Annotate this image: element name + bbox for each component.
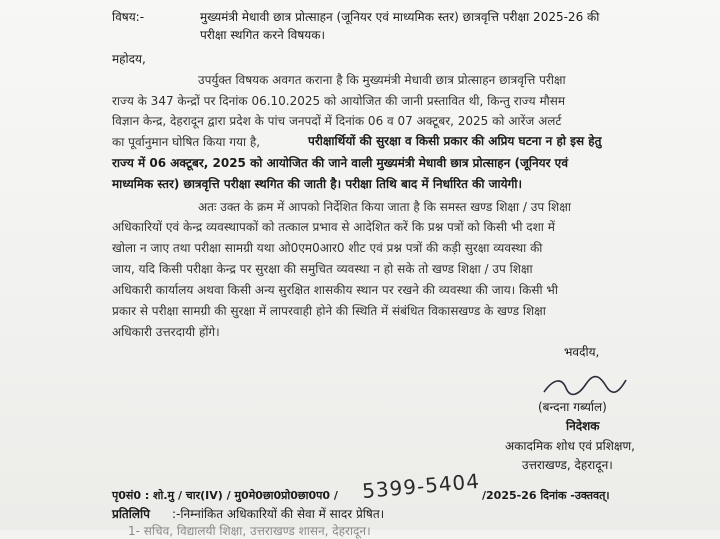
reference-suffix: /2025-26 दिनांक -उक्तवत्। — [482, 489, 610, 502]
salutation: महोदय, — [112, 52, 146, 66]
copy-partial-line: 1- सचिव, विद्यालयी शिक्षा, उत्तराखण्ड शासन, देहरादून। — [128, 524, 371, 538]
copy-text: :-निम्नांकित अधिकारियों की सेवा में सादर प्रेषित। — [172, 507, 385, 521]
para2-line: अतः उक्त के क्रम में आपको निर्देशित किया जाता है कि समस्त खण्ड शिक्षा / उप शिक्षा — [198, 200, 571, 214]
signatory-designation: निदेशक — [566, 419, 600, 433]
subject-line-1: मुख्यमंत्री मेधावी छात्र प्रोत्साहन (जूनियर एवं माध्यमिक स्तर) छात्रवृत्ति परीक्षा 2025-26 की — [200, 10, 600, 24]
para2-line: अधिकारियों एवं केन्द्र व्यवस्थापकों को तत्काल प्रभाव से आदेशित करें कि प्रश्न पत्रों को किसी भी दशा में — [112, 220, 555, 234]
para2-line: अधिकारी कार्यालय अथवा किसी अन्य सुरक्षित शासकीय स्थान पर रखने की व्यवस्था की जाय। किसी भी — [112, 283, 558, 297]
para1-line: उपर्युक्त विषयक अवगत कराना है कि मुख्यमंत्री मेधावी छात्र प्रोत्साहन छात्रवृत्ति परीक्षा — [198, 73, 566, 87]
handwritten-signature — [540, 372, 630, 400]
para2-line: अधिकारी उत्तरदायी होंगे। — [112, 325, 220, 339]
para1-line: विज्ञान केन्द्र, देहरादून द्वारा प्रदेश के पांच जनपदों में दिनांक 06 व 07 अक्टूबर, 2025 को आरेंज अलर्ट — [112, 114, 562, 128]
para1-bold-line: परीक्षार्थियों की सुरक्षा व किसी प्रकार की अप्रिय घटना न हो इस हेतु — [308, 134, 602, 148]
para1-bold-line: राज्य में 06 अक्टूबर, 2025 को आयोजित की जाने वाली मुख्यमंत्री मेधावी छात्र प्रोत्साहन (जूनियर एवं — [112, 156, 568, 170]
para1-line: का पूर्वानुमान घोषित किया गया है, — [112, 135, 261, 149]
para2-line: खोला न जाए तथा परीक्षा सामग्री यथा ओ0एम0आर0 शीट एवं प्रश्न पत्रों की कड़ी सुरक्षा व्यवस्था की — [112, 241, 543, 255]
signatory-place: उत्तराखण्ड, देहरादून। — [522, 458, 613, 472]
subject-line-2: परीक्षा स्थगित करने विषयक। — [200, 28, 326, 42]
signatory-office: अकादमिक शोध एवं प्रशिक्षण, — [505, 439, 635, 453]
reference-handwritten-number: 5399-5404 — [361, 468, 481, 504]
para1-bold-line: माध्यमिक स्तर) छात्रवृत्ति परीक्षा स्थगित की जाती है। परीक्षा तिथि बाद में निर्धारित की जायेगी। — [112, 177, 523, 191]
subject-label: विषय:- — [112, 10, 145, 24]
para1-line: राज्य के 347 केन्द्रों पर दिनांक 06.10.2025 को आयोजित की जानी प्रस्तावित थी, किन्तु राज्य मौसम — [112, 94, 566, 108]
reference-prefix: पृ0सं0 : शो.मु / चार(IV) / मु0मे0छा0प्रो0छा0प0 / — [112, 489, 338, 502]
para2-line: प्रकार से परीक्षा सामग्री की सुरक्षा में लापरवाही होने की स्थिति में संबंधित विकासखण्ड के खण्ड शिक्षा — [112, 304, 546, 318]
copy-label: प्रतिलिपि — [112, 507, 150, 521]
closing: भवदीय, — [564, 345, 600, 359]
para2-line: जाय, यदि किसी परीक्षा केन्द्र पर सुरक्षा की समुचित व्यवस्था न हो सके तो खण्ड शिक्षा / उप शिक्षा — [112, 262, 533, 276]
signatory-name: (बन्दना गर्ब्याल) — [538, 400, 607, 414]
